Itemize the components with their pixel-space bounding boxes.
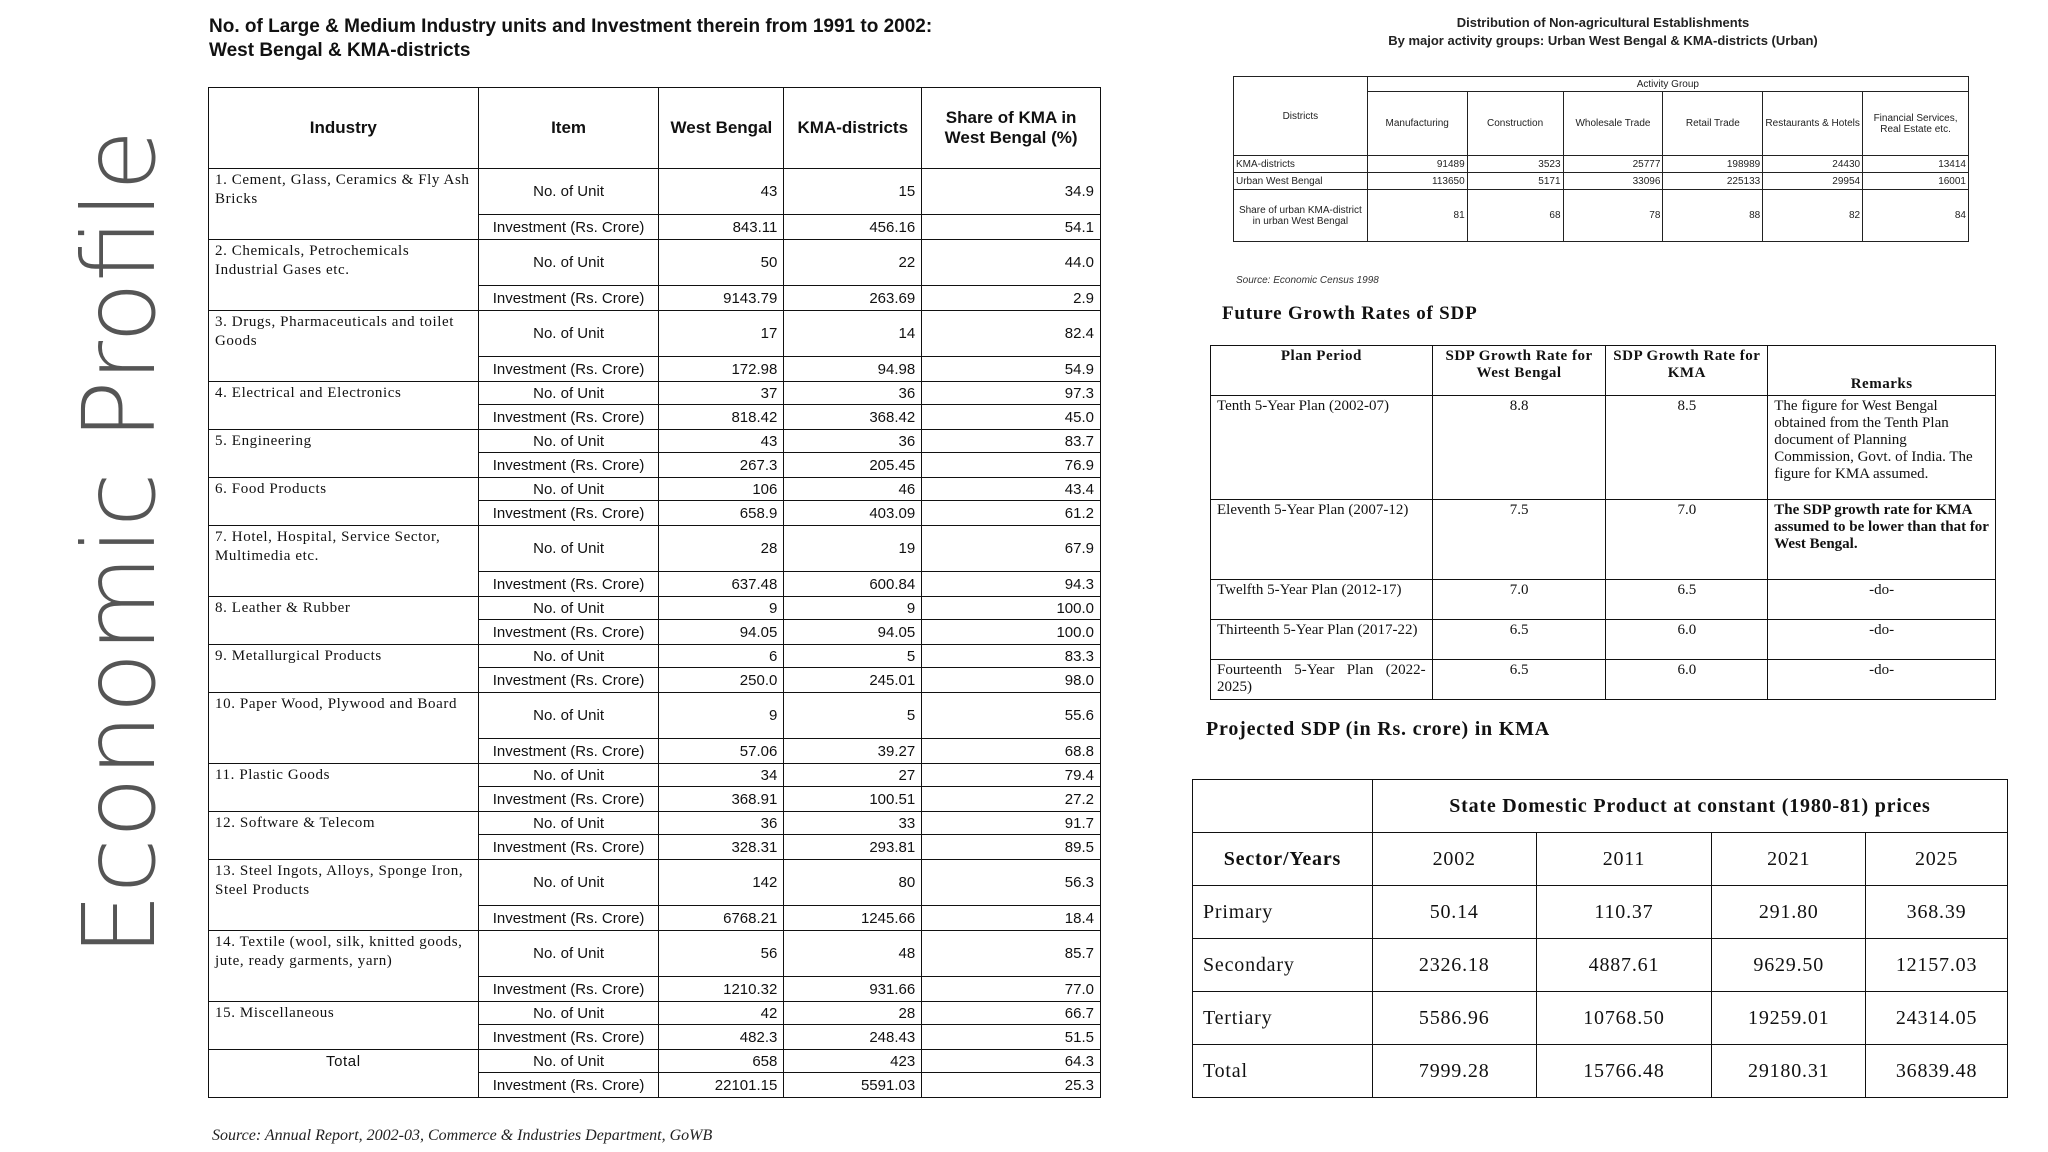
sdp-value: 19259.01: [1712, 992, 1866, 1045]
sdp-years-row: [1193, 833, 2008, 886]
share-value: 43.4: [922, 478, 1101, 501]
share-value: 55.6: [922, 693, 1101, 739]
kma-value: 15: [784, 169, 922, 215]
item-label: Investment (Rs. Crore): [478, 1073, 659, 1098]
table-row: [209, 812, 1101, 835]
item-label: Investment (Rs. Crore): [478, 668, 659, 693]
industry-name: Total: [209, 1050, 479, 1098]
item-label: Investment (Rs. Crore): [478, 286, 659, 311]
sdp-growth-table: [1210, 345, 1996, 700]
share-value: 67.9: [922, 526, 1101, 572]
item-label: Investment (Rs. Crore): [478, 906, 659, 931]
estab-group-header: Activity Group: [1367, 77, 1968, 92]
share-value: 85.7: [922, 931, 1101, 977]
industry-name: 2. Chemicals, Petrochemicals Industrial Gases etc.: [209, 240, 479, 311]
estab-districts-header: Districts: [1234, 77, 1368, 156]
plan-period: Tenth 5-Year Plan (2002-07): [1211, 396, 1433, 500]
share-value: 44.0: [922, 240, 1101, 286]
west-bengal-value: 42: [659, 1002, 784, 1025]
sdp-year-2025: 2025: [1866, 833, 2008, 886]
sector-name: Secondary: [1193, 939, 1373, 992]
sdp-value: 15766.48: [1536, 1045, 1712, 1098]
sdp-value: 110.37: [1536, 886, 1712, 939]
estab-value: 82: [1763, 190, 1863, 242]
west-bengal-value: 17: [659, 311, 784, 357]
west-bengal-value: 328.31: [659, 835, 784, 860]
west-bengal-value: 43: [659, 430, 784, 453]
kma-value: 94.98: [784, 357, 922, 382]
share-value: 25.3: [922, 1073, 1101, 1098]
sdp-value: 368.39: [1866, 886, 2008, 939]
west-bengal-value: 9143.79: [659, 286, 784, 311]
sdp-year-2002: 2002: [1372, 833, 1536, 886]
item-label: Investment (Rs. Crore): [478, 1025, 659, 1050]
item-label: Investment (Rs. Crore): [478, 977, 659, 1002]
sdp-value: 12157.03: [1866, 939, 2008, 992]
item-label: No. of Unit: [478, 382, 659, 405]
kma-value: 22: [784, 240, 922, 286]
estab-col-restaurants: Restaurants & Hotels: [1763, 92, 1863, 156]
kma-value: 248.43: [784, 1025, 922, 1050]
west-bengal-value: 482.3: [659, 1025, 784, 1050]
share-value: 61.2: [922, 501, 1101, 526]
kma-value: 48: [784, 931, 922, 977]
west-bengal-value: 658: [659, 1050, 784, 1073]
growth-table-body: [1211, 396, 1996, 700]
table-row: [209, 311, 1101, 357]
estab-value: 13414: [1863, 156, 1969, 173]
kma-value: 931.66: [784, 977, 922, 1002]
projected-sdp-table: [1192, 779, 2008, 1098]
sdp-title: Projected SDP (in Rs. crore) in KMA: [1206, 718, 1551, 740]
table-row: [1234, 173, 1969, 190]
item-label: Investment (Rs. Crore): [478, 405, 659, 430]
west-bengal-value: 250.0: [659, 668, 784, 693]
share-value: 76.9: [922, 453, 1101, 478]
left-table-title: [209, 15, 932, 63]
industry-name: 14. Textile (wool, silk, knitted goods, jute, ready garments, yarn): [209, 931, 479, 1002]
west-bengal-value: 843.11: [659, 215, 784, 240]
wb-growth-rate: 7.5: [1432, 500, 1606, 580]
table-row: [209, 693, 1101, 739]
table-row: [1193, 1045, 2008, 1098]
wb-growth-rate: 6.5: [1432, 660, 1606, 700]
plan-period: Thirteenth 5-Year Plan (2017-22): [1211, 620, 1433, 660]
estab-row-label: Share of urban KMA-district in urban West Bengal: [1234, 190, 1368, 242]
west-bengal-value: 172.98: [659, 357, 784, 382]
sector-name: Total: [1193, 1045, 1373, 1098]
share-value: 54.1: [922, 215, 1101, 240]
estab-value: 225133: [1663, 173, 1763, 190]
industry-name: 12. Software & Telecom: [209, 812, 479, 860]
wb-growth-rate: 7.0: [1432, 580, 1606, 620]
growth-header-wb: SDP Growth Rate for West Bengal: [1432, 346, 1606, 396]
west-bengal-value: 6768.21: [659, 906, 784, 931]
west-bengal-value: 1210.32: [659, 977, 784, 1002]
sdp-table-body: [1193, 886, 2008, 1098]
table-row: [1211, 620, 1996, 660]
west-bengal-value: 637.48: [659, 572, 784, 597]
share-value: 94.3: [922, 572, 1101, 597]
share-value: 68.8: [922, 739, 1101, 764]
remarks: The SDP growth rate for KMA assumed to be lower than that for West Bengal.: [1768, 500, 1996, 580]
share-value: 83.7: [922, 430, 1101, 453]
left-table-source: Source: Annual Report, 2002-03, Commerce & Industries Department, GoWB: [212, 1127, 713, 1144]
table-row: [209, 382, 1101, 405]
item-label: No. of Unit: [478, 693, 659, 739]
kma-growth-rate: 7.0: [1606, 500, 1768, 580]
estab-table-body: [1234, 156, 1969, 242]
kma-value: 1245.66: [784, 906, 922, 931]
estab-value: 68: [1467, 190, 1563, 242]
estab-source: Source: Economic Census 1998: [1236, 275, 1379, 286]
table-row: [209, 931, 1101, 977]
estab-group-row: [1234, 77, 1969, 92]
item-label: No. of Unit: [478, 764, 659, 787]
item-label: No. of Unit: [478, 430, 659, 453]
estab-value: 25777: [1563, 156, 1663, 173]
item-label: Investment (Rs. Crore): [478, 357, 659, 382]
table-row: [1193, 992, 2008, 1045]
table-row: [209, 478, 1101, 501]
estab-row-label: KMA-districts: [1234, 156, 1368, 173]
estab-value: 81: [1367, 190, 1467, 242]
kma-value: 403.09: [784, 501, 922, 526]
west-bengal-value: 37: [659, 382, 784, 405]
estab-col-wholesale: Wholesale Trade: [1563, 92, 1663, 156]
item-label: Investment (Rs. Crore): [478, 787, 659, 812]
table-row: [1234, 156, 1969, 173]
kma-value: 205.45: [784, 453, 922, 478]
estab-col-retail: Retail Trade: [1663, 92, 1763, 156]
kma-value: 293.81: [784, 835, 922, 860]
item-label: Investment (Rs. Crore): [478, 453, 659, 478]
sdp-year-2011: 2011: [1536, 833, 1712, 886]
item-label: No. of Unit: [478, 1002, 659, 1025]
share-value: 98.0: [922, 668, 1101, 693]
share-value: 66.7: [922, 1002, 1101, 1025]
west-bengal-value: 28: [659, 526, 784, 572]
item-label: No. of Unit: [478, 931, 659, 977]
estab-value: 5171: [1467, 173, 1563, 190]
industry-name: 7. Hotel, Hospital, Service Sector, Multimedia etc.: [209, 526, 479, 597]
industry-name: 4. Electrical and Electronics: [209, 382, 479, 430]
growth-header-kma: SDP Growth Rate for KMA: [1606, 346, 1768, 396]
sdp-caption-empty: [1193, 780, 1373, 833]
industry-name: 11. Plastic Goods: [209, 764, 479, 812]
industry-name: 1. Cement, Glass, Ceramics & Fly Ash Bricks: [209, 169, 479, 240]
sdp-value: 24314.05: [1866, 992, 2008, 1045]
kma-value: 263.69: [784, 286, 922, 311]
west-bengal-value: 57.06: [659, 739, 784, 764]
item-label: No. of Unit: [478, 1050, 659, 1073]
estab-col-construction: Construction: [1467, 92, 1563, 156]
share-value: 97.3: [922, 382, 1101, 405]
item-label: Investment (Rs. Crore): [478, 572, 659, 597]
share-value: 45.0: [922, 405, 1101, 430]
kma-value: 5: [784, 693, 922, 739]
industry-investment-table: [208, 87, 1101, 1098]
wb-growth-rate: 8.8: [1432, 396, 1606, 500]
estab-value: 78: [1563, 190, 1663, 242]
estab-col-manufacturing: Manufacturing: [1367, 92, 1467, 156]
item-label: No. of Unit: [478, 526, 659, 572]
west-bengal-value: 22101.15: [659, 1073, 784, 1098]
table-header-row: [209, 88, 1101, 169]
item-label: No. of Unit: [478, 860, 659, 906]
sdp-value: 50.14: [1372, 886, 1536, 939]
item-label: No. of Unit: [478, 478, 659, 501]
table-row: [209, 764, 1101, 787]
kma-value: 27: [784, 764, 922, 787]
kma-value: 46: [784, 478, 922, 501]
estab-row-label: Urban West Bengal: [1234, 173, 1368, 190]
remarks: The figure for West Bengal obtained from the Tenth Plan document of Planning Commission, Govt. of India. The figure for KMA assumed.: [1768, 396, 1996, 500]
item-label: No. of Unit: [478, 240, 659, 286]
table-row: [1193, 939, 2008, 992]
plan-period: Twelfth 5-Year Plan (2012-17): [1211, 580, 1433, 620]
growth-header-remarks: Remarks: [1768, 346, 1996, 396]
table-row: [209, 645, 1101, 668]
establishments-table: [1233, 76, 1969, 242]
industry-name: 8. Leather & Rubber: [209, 597, 479, 645]
west-bengal-value: 267.3: [659, 453, 784, 478]
item-label: Investment (Rs. Crore): [478, 215, 659, 240]
share-value: 77.0: [922, 977, 1101, 1002]
sdp-value: 4887.61: [1536, 939, 1712, 992]
west-bengal-value: 50: [659, 240, 784, 286]
west-bengal-value: 56: [659, 931, 784, 977]
kma-value: 245.01: [784, 668, 922, 693]
kma-value: 100.51: [784, 787, 922, 812]
estab-col-financial: Financial Services, Real Estate etc.: [1863, 92, 1969, 156]
sdp-value: 5586.96: [1372, 992, 1536, 1045]
sdp-value: 2326.18: [1372, 939, 1536, 992]
share-value: 89.5: [922, 835, 1101, 860]
item-label: No. of Unit: [478, 169, 659, 215]
kma-growth-rate: 6.5: [1606, 580, 1768, 620]
kma-value: 9: [784, 597, 922, 620]
sdp-value: 10768.50: [1536, 992, 1712, 1045]
kma-growth-rate: 8.5: [1606, 396, 1768, 500]
header-item: Item: [478, 88, 659, 169]
sector-name: Primary: [1193, 886, 1373, 939]
share-value: 100.0: [922, 620, 1101, 645]
table-row: [209, 1050, 1101, 1073]
table-row: [209, 860, 1101, 906]
west-bengal-value: 9: [659, 693, 784, 739]
item-label: No. of Unit: [478, 812, 659, 835]
kma-value: 456.16: [784, 215, 922, 240]
table-row: [1193, 886, 2008, 939]
table-row: [1211, 500, 1996, 580]
estab-value: 3523: [1467, 156, 1563, 173]
kma-value: 94.05: [784, 620, 922, 645]
industry-name: 15. Miscellaneous: [209, 1002, 479, 1050]
slide-title: Economic Profile: [61, 129, 178, 957]
header-share: Share of KMA in West Bengal (%): [922, 88, 1101, 169]
header-kma-districts: KMA-districts: [784, 88, 922, 169]
kma-value: 39.27: [784, 739, 922, 764]
estab-value: 113650: [1367, 173, 1467, 190]
industry-name: 9. Metallurgical Products: [209, 645, 479, 693]
sdp-value: 291.80: [1712, 886, 1866, 939]
kma-growth-rate: 6.0: [1606, 660, 1768, 700]
sdp-value: 9629.50: [1712, 939, 1866, 992]
west-bengal-value: 6: [659, 645, 784, 668]
west-bengal-value: 94.05: [659, 620, 784, 645]
sdp-sector-header: Sector/Years: [1193, 833, 1373, 886]
table-row: [1234, 190, 1969, 242]
table-row: [209, 169, 1101, 215]
share-value: 27.2: [922, 787, 1101, 812]
wb-growth-rate: 6.5: [1432, 620, 1606, 660]
estab-title: [1233, 14, 1973, 50]
plan-period: Eleventh 5-Year Plan (2007-12): [1211, 500, 1433, 580]
kma-value: 19: [784, 526, 922, 572]
estab-value: 198989: [1663, 156, 1763, 173]
sdp-value: 29180.31: [1712, 1045, 1866, 1098]
share-value: 64.3: [922, 1050, 1101, 1073]
item-label: No. of Unit: [478, 311, 659, 357]
west-bengal-value: 36: [659, 812, 784, 835]
share-value: 56.3: [922, 860, 1101, 906]
share-value: 2.9: [922, 286, 1101, 311]
kma-value: 28: [784, 1002, 922, 1025]
estab-value: 16001: [1863, 173, 1969, 190]
industry-name: 13. Steel Ingots, Alloys, Sponge Iron, Steel Products: [209, 860, 479, 931]
remarks: -do-: [1768, 660, 1996, 700]
kma-value: 600.84: [784, 572, 922, 597]
sdp-caption-row: [1193, 780, 2008, 833]
sdp-year-2021: 2021: [1712, 833, 1866, 886]
table-row: [209, 1002, 1101, 1025]
west-bengal-value: 818.42: [659, 405, 784, 430]
item-label: Investment (Rs. Crore): [478, 739, 659, 764]
remarks: -do-: [1768, 620, 1996, 660]
industry-table-body: [209, 169, 1101, 1098]
west-bengal-value: 142: [659, 860, 784, 906]
growth-header-row: [1211, 346, 1996, 396]
estab-value: 24430: [1763, 156, 1863, 173]
header-west-bengal: West Bengal: [659, 88, 784, 169]
share-value: 34.9: [922, 169, 1101, 215]
west-bengal-value: 106: [659, 478, 784, 501]
kma-value: 36: [784, 382, 922, 405]
sdp-value: 36839.48: [1866, 1045, 2008, 1098]
share-value: 79.4: [922, 764, 1101, 787]
west-bengal-value: 43: [659, 169, 784, 215]
table-row: [209, 526, 1101, 572]
share-value: 91.7: [922, 812, 1101, 835]
table-row: [209, 430, 1101, 453]
industry-name: 6. Food Products: [209, 478, 479, 526]
estab-value: 91489: [1367, 156, 1467, 173]
share-value: 83.3: [922, 645, 1101, 668]
share-value: 82.4: [922, 311, 1101, 357]
share-value: 54.9: [922, 357, 1101, 382]
item-label: No. of Unit: [478, 597, 659, 620]
west-bengal-value: 658.9: [659, 501, 784, 526]
kma-value: 33: [784, 812, 922, 835]
kma-value: 80: [784, 860, 922, 906]
share-value: 18.4: [922, 906, 1101, 931]
table-row: [209, 597, 1101, 620]
share-value: 51.5: [922, 1025, 1101, 1050]
table-row: [209, 240, 1101, 286]
estab-value: 84: [1863, 190, 1969, 242]
kma-value: 5591.03: [784, 1073, 922, 1098]
estab-value: 29954: [1763, 173, 1863, 190]
plan-period: Fourteenth 5-Year Plan (2022-2025): [1211, 660, 1433, 700]
table-row: [1211, 660, 1996, 700]
kma-value: 423: [784, 1050, 922, 1073]
estab-title-line1: Distribution of Non-agricultural Establishments: [1456, 15, 1750, 30]
estab-value: 33096: [1563, 173, 1663, 190]
west-bengal-value: 368.91: [659, 787, 784, 812]
industry-name: 10. Paper Wood, Plywood and Board: [209, 693, 479, 764]
item-label: Investment (Rs. Crore): [478, 835, 659, 860]
sdp-caption: State Domestic Product at constant (1980-81) prices: [1372, 780, 2007, 833]
sector-name: Tertiary: [1193, 992, 1373, 1045]
item-label: No. of Unit: [478, 645, 659, 668]
table-row: [1211, 580, 1996, 620]
industry-name: 3. Drugs, Pharmaceuticals and toilet Goods: [209, 311, 479, 382]
kma-value: 36: [784, 430, 922, 453]
kma-value: 5: [784, 645, 922, 668]
west-bengal-value: 9: [659, 597, 784, 620]
item-label: Investment (Rs. Crore): [478, 620, 659, 645]
kma-value: 14: [784, 311, 922, 357]
item-label: Investment (Rs. Crore): [478, 501, 659, 526]
west-bengal-value: 34: [659, 764, 784, 787]
kma-value: 368.42: [784, 405, 922, 430]
kma-growth-rate: 6.0: [1606, 620, 1768, 660]
share-value: 100.0: [922, 597, 1101, 620]
left-table-title-line2: West Bengal & KMA-districts: [209, 40, 471, 61]
estab-value: 88: [1663, 190, 1763, 242]
growth-header-period: Plan Period: [1211, 346, 1433, 396]
growth-title: Future Growth Rates of SDP: [1222, 303, 1478, 324]
estab-title-line2: By major activity groups: Urban West Bengal & KMA-districts (Urban): [1388, 33, 1818, 48]
industry-name: 5. Engineering: [209, 430, 479, 478]
remarks: -do-: [1768, 580, 1996, 620]
sdp-value: 7999.28: [1372, 1045, 1536, 1098]
table-row: [1211, 396, 1996, 500]
left-table-title-line1: No. of Large & Medium Industry units and Investment therein from 1991 to 2002:: [209, 16, 933, 37]
header-industry: Industry: [209, 88, 479, 169]
